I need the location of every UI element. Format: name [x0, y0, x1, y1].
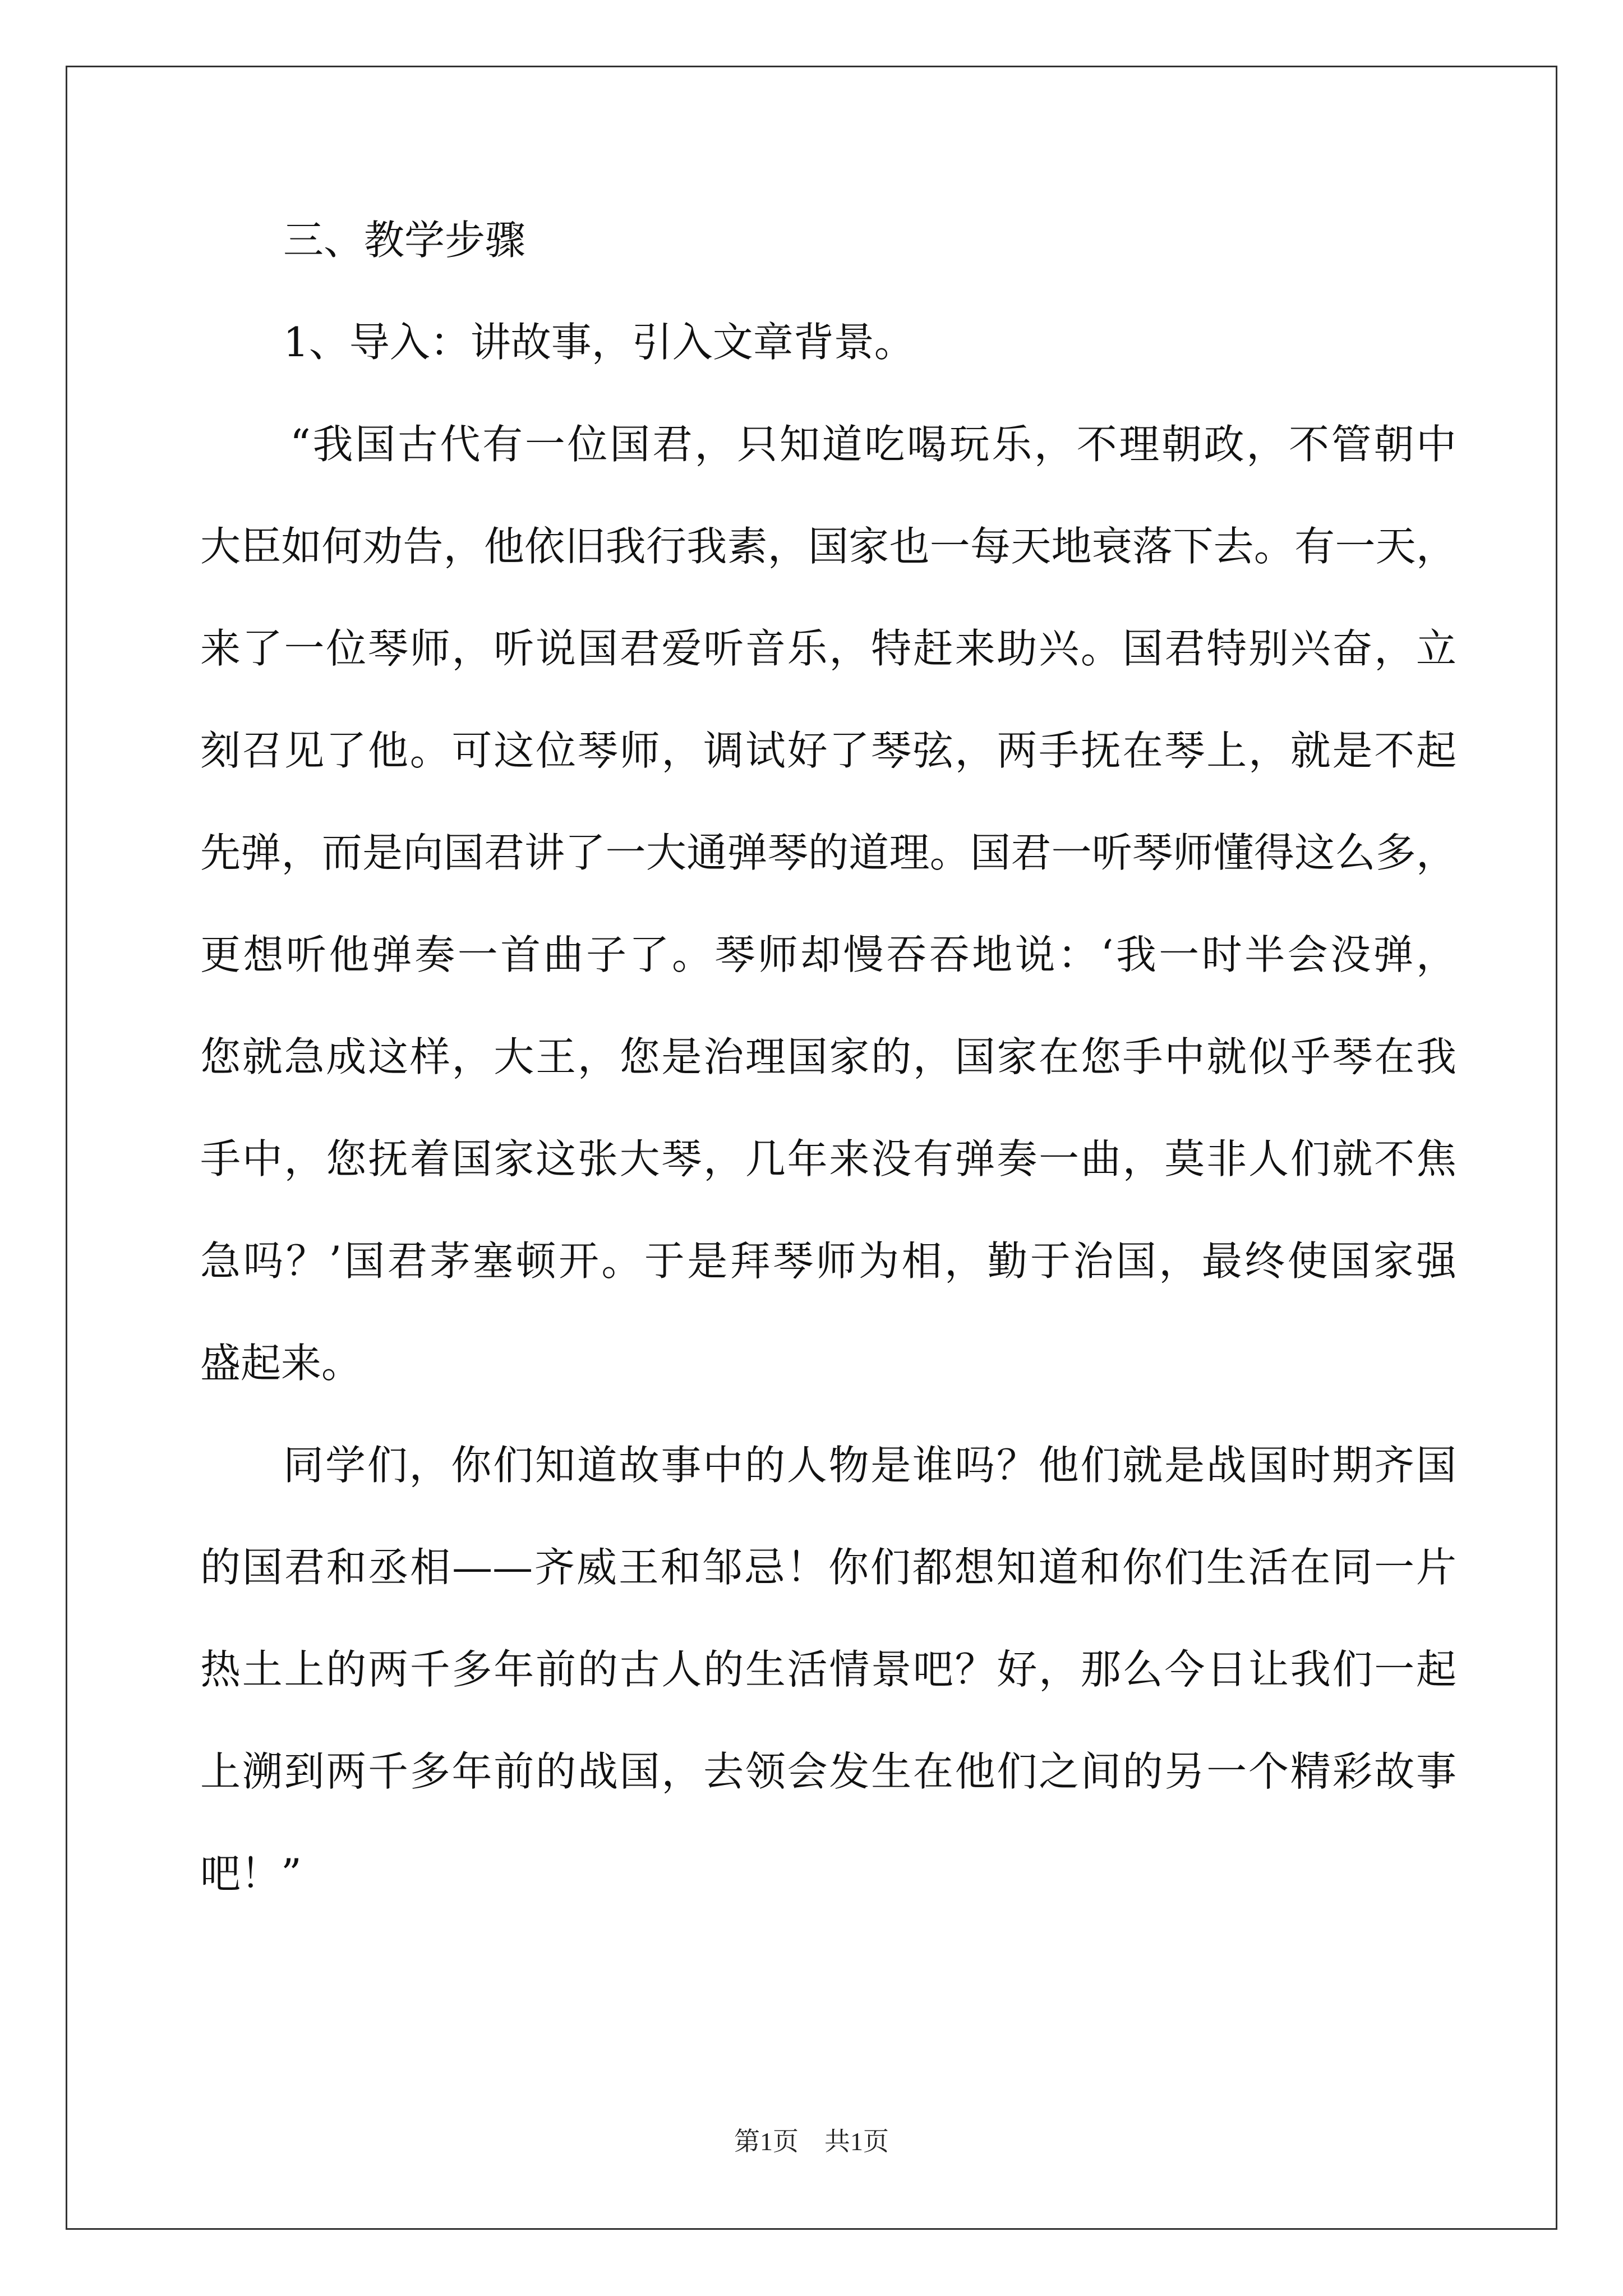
- paragraph-line: 刻召见了他。可这位琴师，调试好了琴弦，两手抚在琴上，就是不起: [200, 727, 1456, 774]
- paragraph-line: 盛起来。: [200, 1340, 362, 1387]
- paragraph-line: 1、导入：讲故事，引入文章背景。: [283, 319, 915, 366]
- paragraph-line: 同学们，你们知道故事中的人物是谁吗？他们就是战国时期齐国: [283, 1442, 1456, 1489]
- paragraph-line: 您就急成这样，大王，您是治理国家的，国家在您手中就似乎琴在我: [200, 1033, 1456, 1080]
- paragraph-line: 先弹，而是向国君讲了一大通弹琴的道理。国君一听琴师懂得这么多，: [200, 829, 1456, 876]
- paragraph-line: 热土上的两千多年前的古人的生活情景吧？好，那么今日让我们一起: [200, 1646, 1456, 1693]
- paragraph-line: 来了一位琴师，听说国君爱听音乐，特赶来助兴。国君特别兴奋，立: [200, 625, 1456, 672]
- section-heading: 三、教学步骤: [283, 217, 526, 264]
- paragraph-line: “我国古代有一位国君，只知道吃喝玩乐，不理朝政，不管朝中: [290, 421, 1456, 468]
- paragraph-line: 吧！”: [200, 1850, 302, 1897]
- paragraph-line: 的国君和丞相——齐威王和邹忌！你们都想知道和你们生活在同一片: [200, 1544, 1456, 1591]
- paragraph-line: 更想听他弹奏一首曲子了。琴师却慢吞吞地说：‘我一时半会没弹，: [200, 931, 1456, 978]
- paragraph-line: 上溯到两千多年前的战国，去领会发生在他们之间的另一个精彩故事: [200, 1748, 1456, 1795]
- paragraph-line: 手中，您抚着国家这张大琴，几年来没有弹奏一曲，莫非人们就不焦: [200, 1135, 1456, 1182]
- page-number-footer: 第1页 共1页: [734, 2127, 889, 2156]
- paragraph-line: 大臣如何劝告，他依旧我行我素，国家也一每天地衰落下去。有一天，: [200, 523, 1456, 570]
- paragraph-line: 急吗？’国君茅塞顿开。于是拜琴师为相，勤于治国，最终使国家强: [200, 1237, 1456, 1285]
